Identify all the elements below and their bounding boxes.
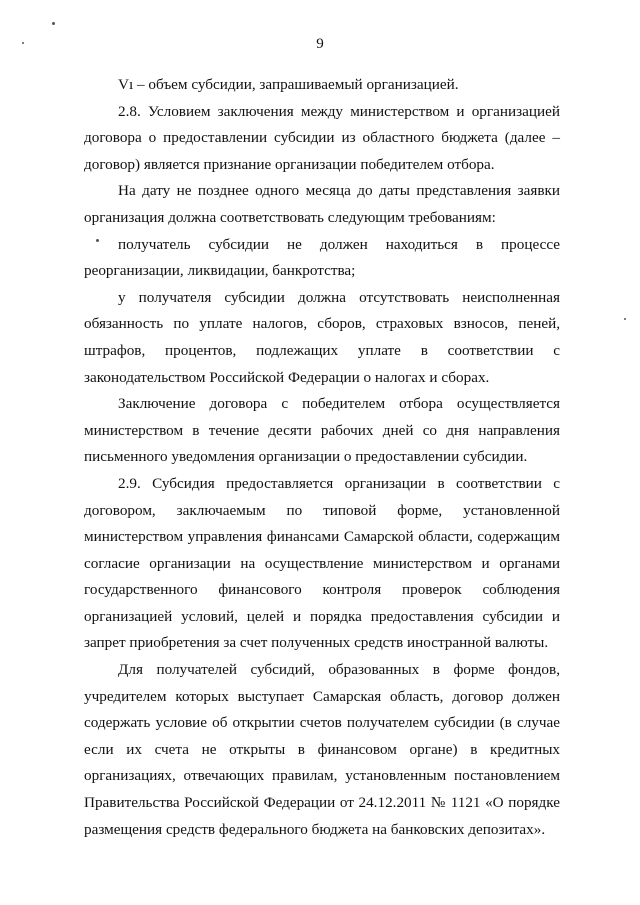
paragraph: Для получателей субсидий, образованных в форме фондов, учредителем которых выступает Самарская область, договор должен содержать условие об открытии счетов получателем субсидии (в случае если их счета не открыты в финансовом органе) в кредитных организациях, отвечающих правилам, установленным постановлением Правительства Российской Федерации от 24.12.2011 № 1121 «О порядке размещения средств федерального бюджета на банковских депозитах».: [84, 661, 560, 838]
paragraph: у получателя субсидии должна отсутствовать неисполненная обязанность по уплате налогов, сборов, страховых взносов, пеней, штрафов, процентов, подлежащих уплате в соответствии с законодательством Российской Федерации о налогах и сборах.: [84, 288, 560, 386]
document-body: [84, 72, 560, 843]
scan-speck: [22, 42, 24, 44]
scan-speck: [624, 318, 626, 320]
page-number: 9: [316, 36, 324, 52]
paragraph: 2.8. Условием заключения между министерством и организацией договора о предоставлении субсидии из областного бюджета (далее – договор) является признание организации победителем отбора.: [84, 102, 560, 173]
paragraph: Заключение договора с победителем отбора осуществляется министерством в течение десяти рабочих дней со дня направления письменного уведомления организации о предоставлении субсидии.: [84, 395, 560, 466]
scan-speck: [52, 22, 55, 25]
paragraph: Vı – объем субсидии, запрашиваемый организацией.: [118, 76, 459, 93]
paragraph: 2.9. Субсидия предоставляется организации в соответствии с договором, заключаемым по типовой форме, установленной министерством управления финансами Самарской области, содержащим согласие организации на осуществление министерством и органами государственного финансового контроля проверок соблюдения организацией условий, целей и порядка предоставления субсидии и запрет приобретения за счет полученных средств иностранной валюты.: [84, 474, 560, 652]
paragraph: На дату не позднее одного месяца до даты представления заявки организация должна соответствовать следующим требованиям:: [84, 182, 560, 226]
paragraph: получатель субсидии не должен находиться в процессе реорганизации, ликвидации, банкротства;: [84, 235, 560, 280]
